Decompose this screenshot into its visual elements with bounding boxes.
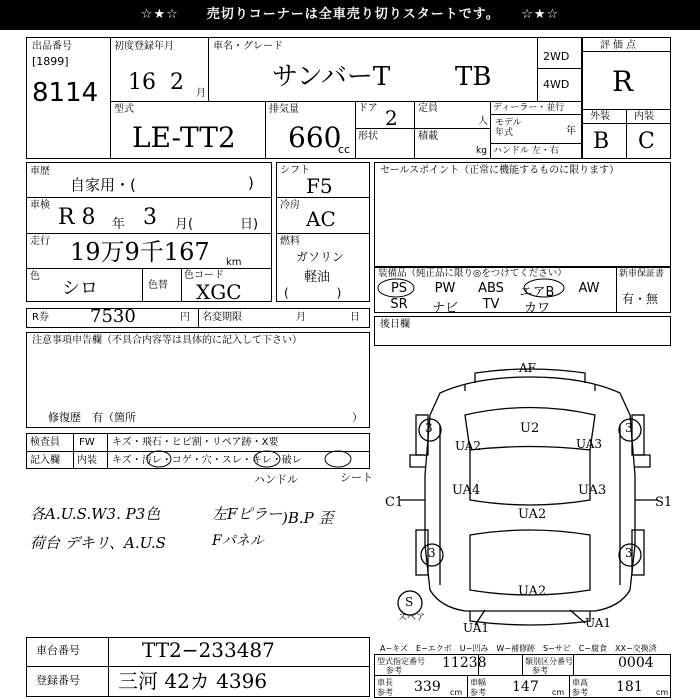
after-label: 後日欄 (380, 319, 410, 330)
repair-close: ） (352, 411, 363, 424)
inspection-label: 車検 (30, 200, 50, 211)
top-banner: ☆★☆ 売切りコーナーは全車売り切りスタートです。 ☆★☆ (0, 0, 700, 30)
dg-ua4: UA4 (452, 483, 481, 498)
dg-3-fl: 3 (425, 421, 433, 435)
sales-point-block (374, 162, 671, 267)
name-change-month: 月 (296, 312, 306, 323)
chassis-value: TT2−233487 (142, 638, 275, 662)
dg-ua1-b: UA1 (463, 621, 490, 635)
note-handle: ハンドル (254, 473, 298, 486)
type-val: 11238 (442, 655, 487, 671)
history-value: 自家用・( (70, 176, 136, 194)
color-value: シロ (62, 278, 98, 299)
fw-label: FW (79, 437, 95, 448)
score-ext-label: 外装 (590, 111, 610, 122)
dg-top: AF (519, 361, 536, 375)
len-label: 車長 (377, 678, 393, 687)
dg-ua2-l: UA2 (455, 439, 482, 453)
equipment-item-4: AW (578, 281, 600, 296)
inspector-label: 検査員 (30, 437, 60, 448)
chassis-label: 車台番号 (36, 644, 80, 657)
dg-ua2-c: UA2 (518, 507, 547, 522)
ac-value: AC (306, 207, 336, 231)
hgt-unit: cm (656, 688, 669, 697)
fuel-opt1: ガソリン (296, 250, 345, 264)
history-label: 車歴 (30, 166, 50, 177)
equipment-item-0: PS (390, 281, 408, 296)
color-retouch-label: 色替 (148, 280, 168, 291)
wid-label: 車幅 (470, 678, 486, 687)
door-label: ドア (358, 103, 378, 114)
wid-ref: 参考 (470, 688, 486, 697)
fuel-label: 燃料 (280, 236, 300, 247)
dg-ua3-m: UA3 (578, 483, 607, 498)
notes-label: 注意事項申告欄（不具合内容等は具体的に記入して下さい） (32, 335, 302, 346)
year-unit: 年 (566, 126, 576, 137)
color-code-label: 色コード (184, 270, 224, 281)
mileage-label: 走行 (30, 236, 50, 247)
fw-items: キズ・飛石・ヒビ割・リペア跡・X要 (112, 437, 279, 448)
dg-u2: U2 (520, 421, 540, 436)
registration-value: 三河 42カ 4396 (118, 669, 268, 693)
disp-label: 排気量 (269, 104, 299, 115)
model-value: LE-TT2 (132, 121, 236, 154)
inspection-day-unit: 日) (240, 217, 259, 232)
dealer-label: ディーラー・並行 (493, 103, 565, 113)
inspection-month-unit: 月( (175, 217, 194, 232)
dg-ua2-b: UA2 (518, 584, 547, 599)
dg-3-rr: 3 (625, 546, 633, 560)
int-items: キズ・汚レ・コゲ・穴・スレ・キレ・破レ (112, 455, 302, 466)
note-seat: シート (340, 471, 373, 484)
recycle-value: 7530 (90, 306, 136, 327)
car-name-label: 車名・グレード (213, 41, 283, 52)
disp-value: 660 (288, 121, 342, 154)
dg-3-fr: 3 (625, 421, 633, 435)
disp-unit: cc (338, 143, 351, 156)
shape-label: 形状 (358, 131, 378, 142)
note-line1b: 左Fピラー (212, 505, 283, 523)
color-label: 色 (30, 271, 40, 282)
len-unit: cm (450, 688, 463, 697)
score-int-label: 内装 (634, 111, 654, 122)
inspector-circles (140, 448, 370, 474)
score-label: 評価点 (600, 40, 639, 51)
equipment-label: 装備品（純正品に限り◎をつけてください） (378, 268, 567, 279)
class-label: 類別区分番号 (525, 657, 573, 666)
first-reg-label: 初度登録年月 (114, 41, 174, 52)
wid-unit: cm (552, 688, 565, 697)
dg-c1: C1 (385, 495, 404, 510)
len-ref: 参考 (377, 688, 393, 697)
hgt-val: 181 (616, 679, 643, 695)
note-line1c: )B.P 歪 (282, 509, 334, 527)
score-int: C (638, 129, 655, 154)
shift-value: F5 (306, 174, 333, 198)
after-block (374, 316, 671, 346)
car-grade: TB (455, 62, 492, 92)
ac-label: 冷房 (280, 200, 300, 211)
type-ref: 参考 (386, 666, 402, 675)
first-reg-month: 2 (170, 70, 184, 95)
dg-spare-s: S (405, 595, 414, 609)
warranty-opts: 有・無 (622, 292, 659, 306)
first-reg-year: 16 (128, 70, 156, 95)
equipment-item-7: TV (482, 297, 500, 312)
inspection-year-unit: 年 (112, 217, 126, 232)
type-label: 型式指定番号 (377, 657, 425, 666)
wid-val: 147 (512, 679, 539, 695)
hgt-ref: 参考 (572, 688, 588, 697)
history-close: ) (248, 174, 254, 192)
dg-ua3-r: UA3 (576, 437, 603, 451)
dg-spare-label: スペア (398, 613, 426, 623)
equipment-item-1: PW (434, 281, 456, 296)
dg-s1: S1 (655, 495, 673, 510)
recycle-label: R券 (32, 312, 49, 323)
lot-sub: [1899] (32, 55, 69, 68)
model-label: 型式 (114, 104, 134, 115)
equipment-item-2: ABS (478, 281, 504, 296)
score-ext: B (593, 129, 610, 154)
equipment-item-5: SR (390, 297, 408, 312)
registration-label: 登録番号 (36, 674, 80, 687)
int-label: 内装 (77, 455, 97, 466)
note-line2b: Fパネル (212, 533, 264, 549)
warranty-label: 新車保証書 (619, 269, 665, 279)
hgt-label: 車高 (572, 678, 588, 687)
len-val: 339 (414, 679, 441, 695)
load-label: 積載 (418, 131, 438, 142)
equipment-item-8: カワ (523, 301, 550, 316)
note-line1: 各A.U.S.W3. P3色 (30, 505, 161, 523)
recycle-unit: 円 (180, 312, 190, 323)
equipment-item-6: ナビ (431, 301, 458, 316)
mileage-value: 19万9千167 (70, 238, 210, 266)
car-name: サンバーT (272, 62, 391, 92)
color-code: XGC (196, 280, 242, 304)
dg-3-rl: 3 (428, 546, 436, 560)
note-line2: 荷台 デキリ、A.U.S (30, 534, 166, 552)
shift-label: シフト (280, 165, 310, 176)
load-unit: kg (476, 146, 487, 156)
inspection-year: R 8 (58, 205, 96, 230)
cap-unit: 人 (478, 116, 488, 127)
car-damage-diagram (380, 355, 680, 645)
fuel-paren: ( ) (284, 286, 342, 300)
lot-number: 8114 (32, 78, 99, 108)
drive-2wd: 2WD (543, 50, 570, 63)
door-value: 2 (385, 106, 398, 130)
fuel-opt2: 軽油 (304, 270, 331, 285)
inspector-label2: 記入欄 (30, 455, 60, 466)
cap-label: 定員 (418, 103, 438, 114)
damage-legend: A−キズ E−エクボ U−凹み W−補修跡 S−サビ C−腐食 XX−交換済 (380, 644, 657, 653)
sales-point-label: セールスポイント（正常に機能するものに限ります） (380, 165, 620, 176)
class-val: 0004 (618, 655, 654, 671)
first-reg-unit: 月 (196, 88, 206, 99)
handle-label: ハンドル 左・右 (493, 146, 559, 156)
equipment-item-3: エアB (519, 285, 555, 300)
modelyear-label: モデル 年式 (495, 118, 522, 138)
lot-label: 出品番号 (32, 41, 72, 52)
repair-label: 修復歴 有（箇所 (48, 411, 136, 424)
class-ref: 参考 (532, 666, 548, 675)
inspection-month: 3 (143, 205, 157, 230)
mileage-unit: km (226, 257, 242, 268)
drive-4wd: 4WD (543, 78, 570, 91)
score-value: R (612, 65, 634, 98)
name-change-day: 日 (350, 312, 360, 323)
header-block (26, 37, 671, 159)
name-change-label: 名変期限 (202, 312, 242, 323)
dg-ua1-l: UA1 (585, 616, 612, 630)
